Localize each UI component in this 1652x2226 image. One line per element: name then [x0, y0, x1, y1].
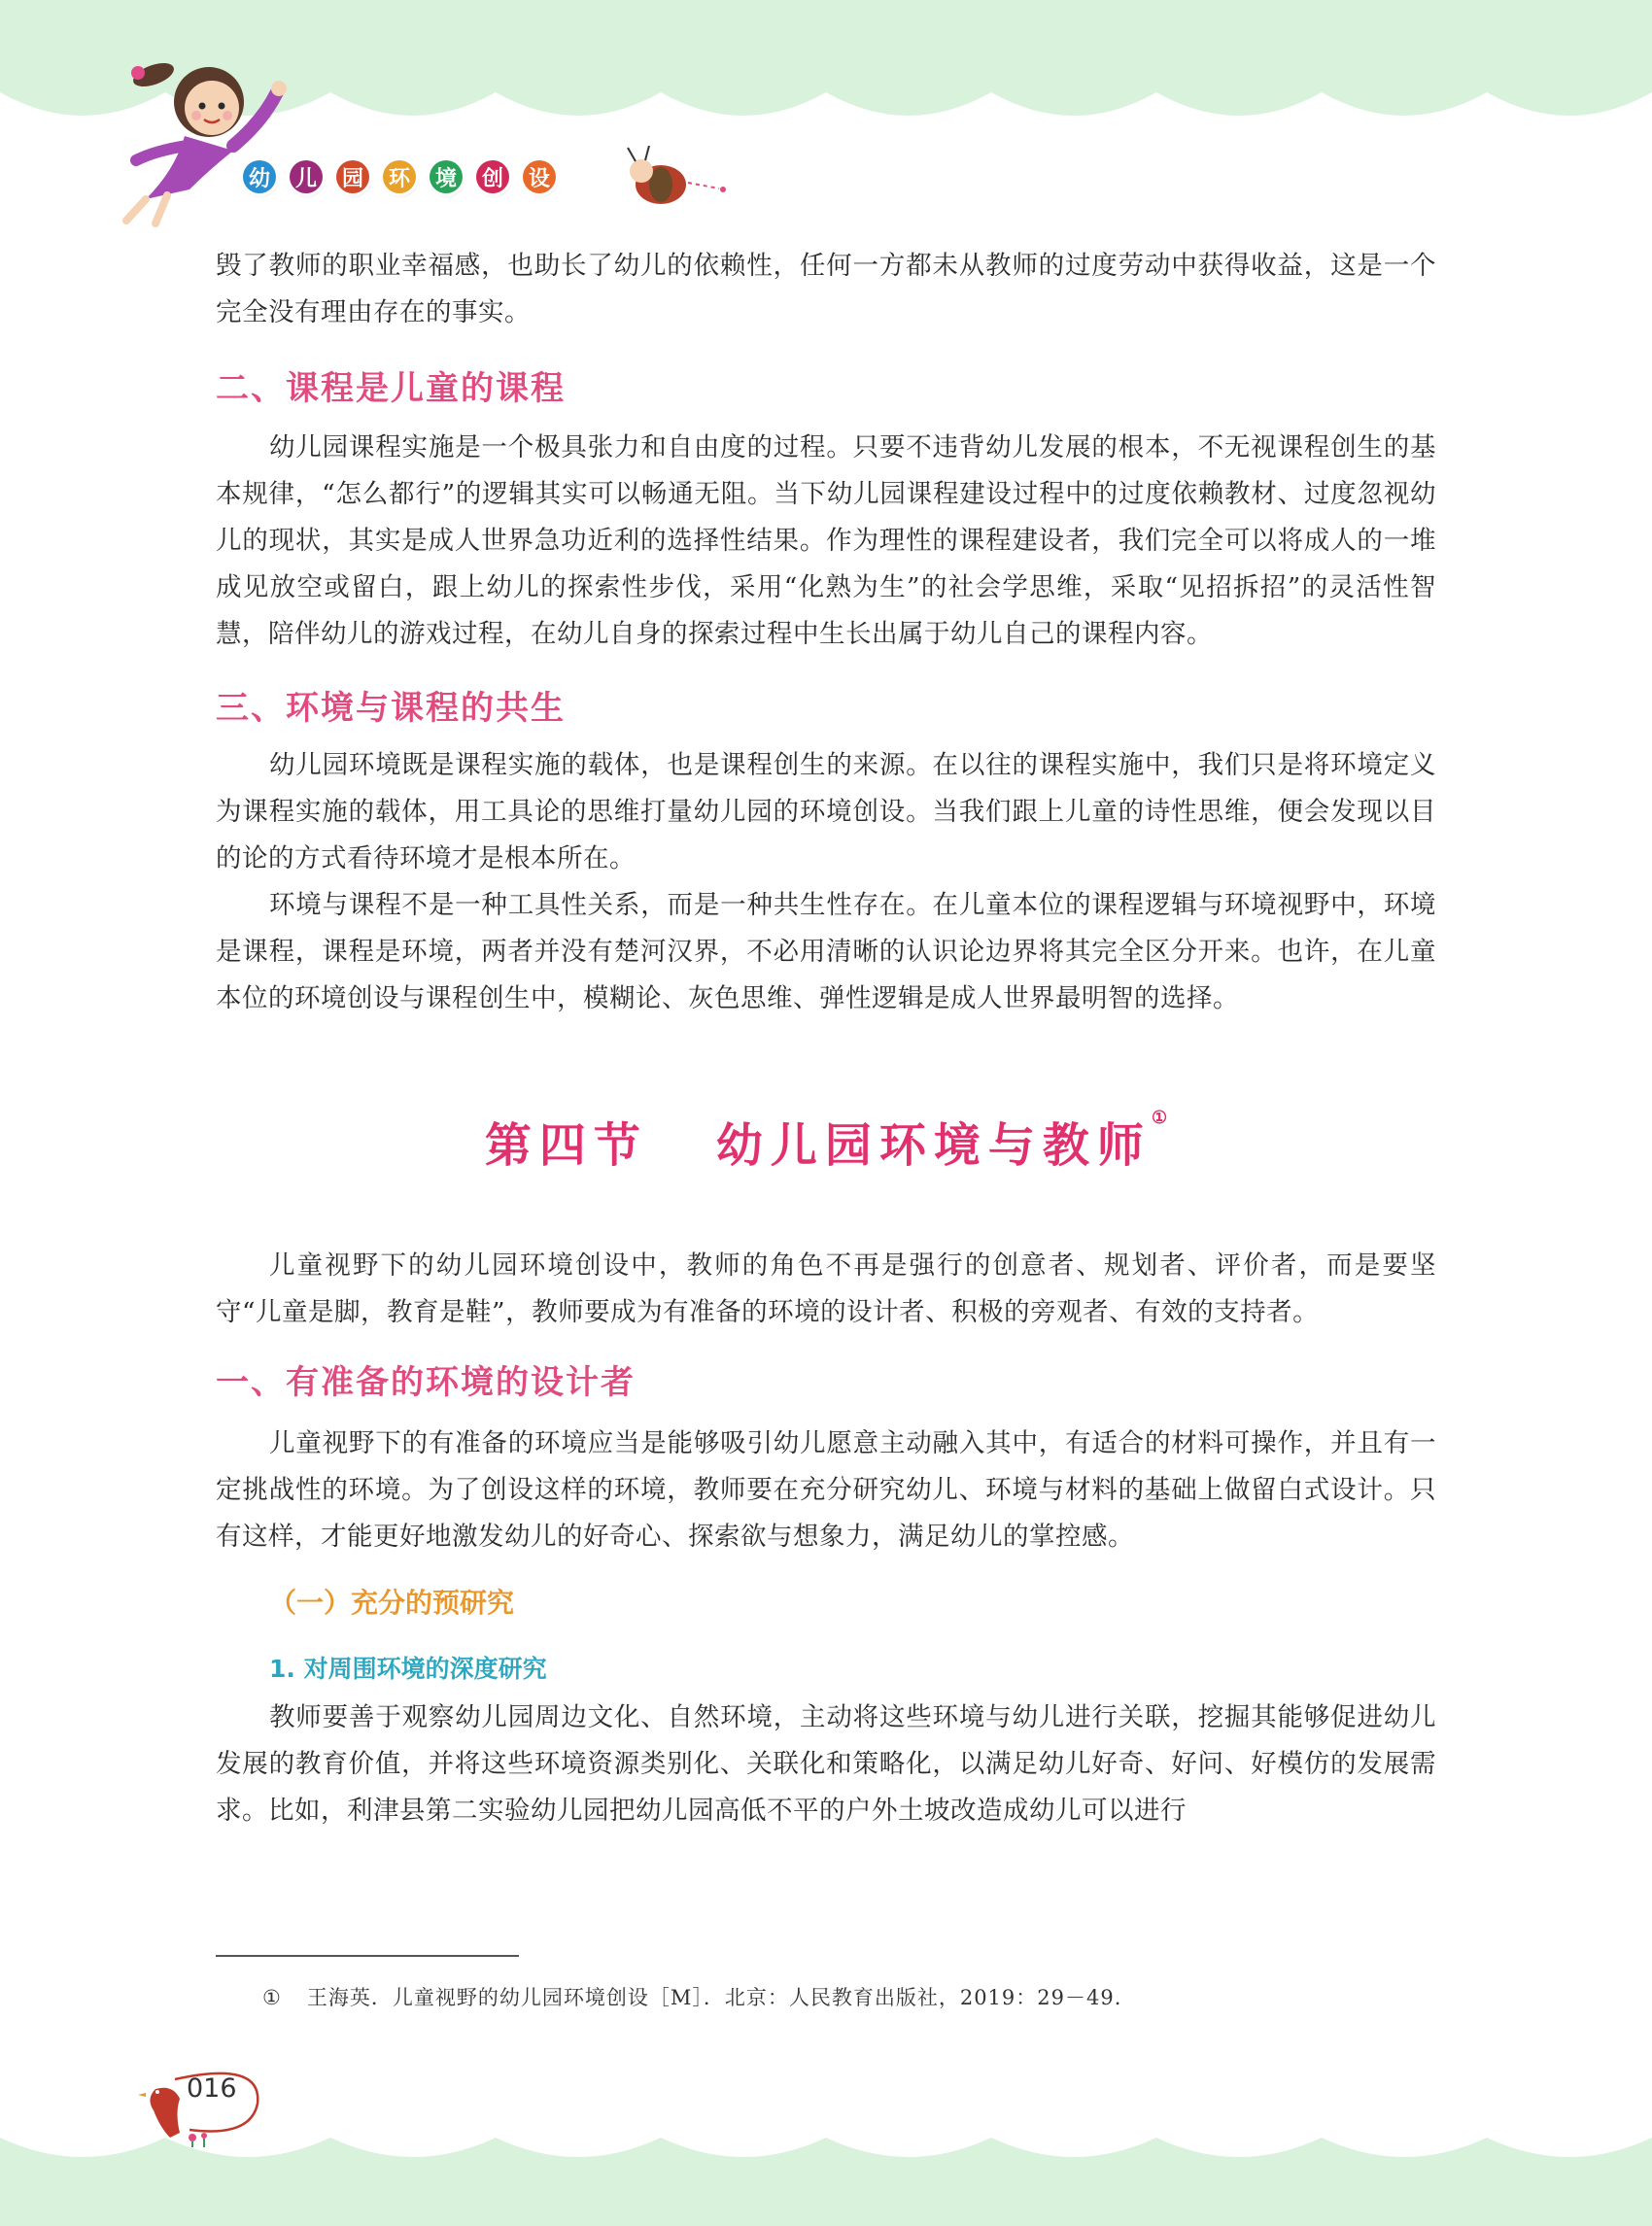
- book-title-badges: [243, 160, 556, 193]
- subsubheading-surrounding-research: 1. 对周围环境的深度研究: [269, 1655, 547, 1683]
- heading-course-is-childrens: 二、课程是儿童的课程: [216, 369, 566, 408]
- title-char-badge: 设: [523, 160, 556, 193]
- footnote-mark: ①: [262, 1986, 282, 2009]
- title-char-badge: 境: [430, 160, 463, 193]
- subheading-pre-research: （一）充分的预研究: [269, 1587, 515, 1619]
- footnote: [262, 1982, 1121, 2011]
- flying-girl-illustration: [117, 53, 311, 228]
- section-name: 幼儿园环境与教师: [715, 1118, 1152, 1173]
- title-char-badge: 儿: [290, 160, 323, 193]
- page-number-area: [136, 2060, 292, 2147]
- ladybug-illustration: [602, 146, 729, 214]
- header-decoration: [117, 53, 739, 238]
- page-body: [216, 243, 1436, 1834]
- title-char-badge: 创: [476, 160, 509, 193]
- heading-environment-course-symbiosis: 三、环境与课程的共生: [216, 689, 566, 728]
- paragraph-prepared-environment: 儿童视野下的有准备的环境应当是能够吸引幼儿愿意主动融入其中，有适合的材料可操作，并且有一定挑战性的环境。为了创设这样的环境，教师要在充分研究幼儿、环境与材料的基础上做留白式设计。只有这样，才能更好地激发幼儿的好奇心、探索欲与想象力，满足幼儿的掌控感。: [216, 1428, 1436, 1552]
- paragraph-continuation: 毁了教师的职业幸福感，也助长了幼儿的依赖性，任何一方都未从教师的过度劳动中获得收益，这是一个完全没有理由存在的事实。: [216, 251, 1436, 327]
- title-char-badge: 园: [336, 160, 369, 193]
- title-char-badge: 环: [383, 160, 416, 193]
- footnote-text: 王海英．儿童视野的幼儿园环境创设［M］．北京：人民教育出版社，2019：29－49.: [306, 1986, 1122, 2009]
- paragraph-course-implementation: 幼儿园课程实施是一个极具张力和自由度的过程。只要不违背幼儿发展的根本，不无视课程创生的基本规律，“怎么都行”的逻辑其实可以畅通无阻。当下幼儿园课程建设过程中的过度依赖教材、过度忽视幼儿的现状，其实是成人世界急功近利的选择性结果。作为理性的课程建设者，我们完全可以将成人的一堆成见放空或留白，跟上幼儿的探索性步伐，采用“化熟为生”的社会学思维，采取“见招拆招”的灵活性智慧，陪伴幼儿的游戏过程，在幼儿自身的探索过程中生长出属于幼儿自己的课程内容。: [216, 432, 1436, 649]
- heading-prepared-environment-designer: 一、有准备的环境的设计者: [216, 1363, 636, 1402]
- footnote-reference[interactable]: ①: [1151, 1108, 1168, 1128]
- section-number: 第四节: [484, 1118, 648, 1173]
- paragraph-teacher-role: 儿童视野下的幼儿园环境创设中，教师的角色不再是强行的创意者、规划者、评价者，而是要坚守“儿童是脚，教育是鞋”，教师要成为有准备的环境的设计者、积极的旁观者、有效的支持者。: [216, 1250, 1436, 1327]
- section-title: [216, 1108, 1436, 1175]
- footnote-divider: [216, 1955, 519, 1957]
- paragraph-environment-carrier: 幼儿园环境既是课程实施的载体，也是课程创生的来源。在以往的课程实施中，我们只是将环境定义为课程实施的载体，用工具论的思维打量幼儿园的环境创设。当我们跟上儿童的诗性思维，便会发现以目的论的方式看待环境才是根本所在。: [216, 750, 1436, 873]
- paragraph-symbiotic-existence: 环境与课程不是一种工具性关系，而是一种共生性存在。在儿童本位的课程逻辑与环境视野中，环境是课程，课程是环境，两者并没有楚河汉界，不必用清晰的认识论边界将其完全区分开来。也许，在儿童本位的环境创设与课程创生中，模糊论、灰色思维、弹性逻辑是成人世界最明智的选择。: [216, 890, 1436, 1013]
- paragraph-observe-surroundings: 教师要善于观察幼儿园周边文化、自然环境，主动将这些环境与幼儿进行关联，挖掘其能够促进幼儿发展的教育价值，并将这些环境资源类别化、关联化和策略化，以满足幼儿好奇、好问、好模仿的发展需求。比如，利津县第二实验幼儿园把幼儿园高低不平的户外土坡改造成幼儿可以进行: [216, 1702, 1436, 1826]
- title-char-badge: 幼: [243, 160, 276, 193]
- page-number: 016: [187, 2073, 237, 2104]
